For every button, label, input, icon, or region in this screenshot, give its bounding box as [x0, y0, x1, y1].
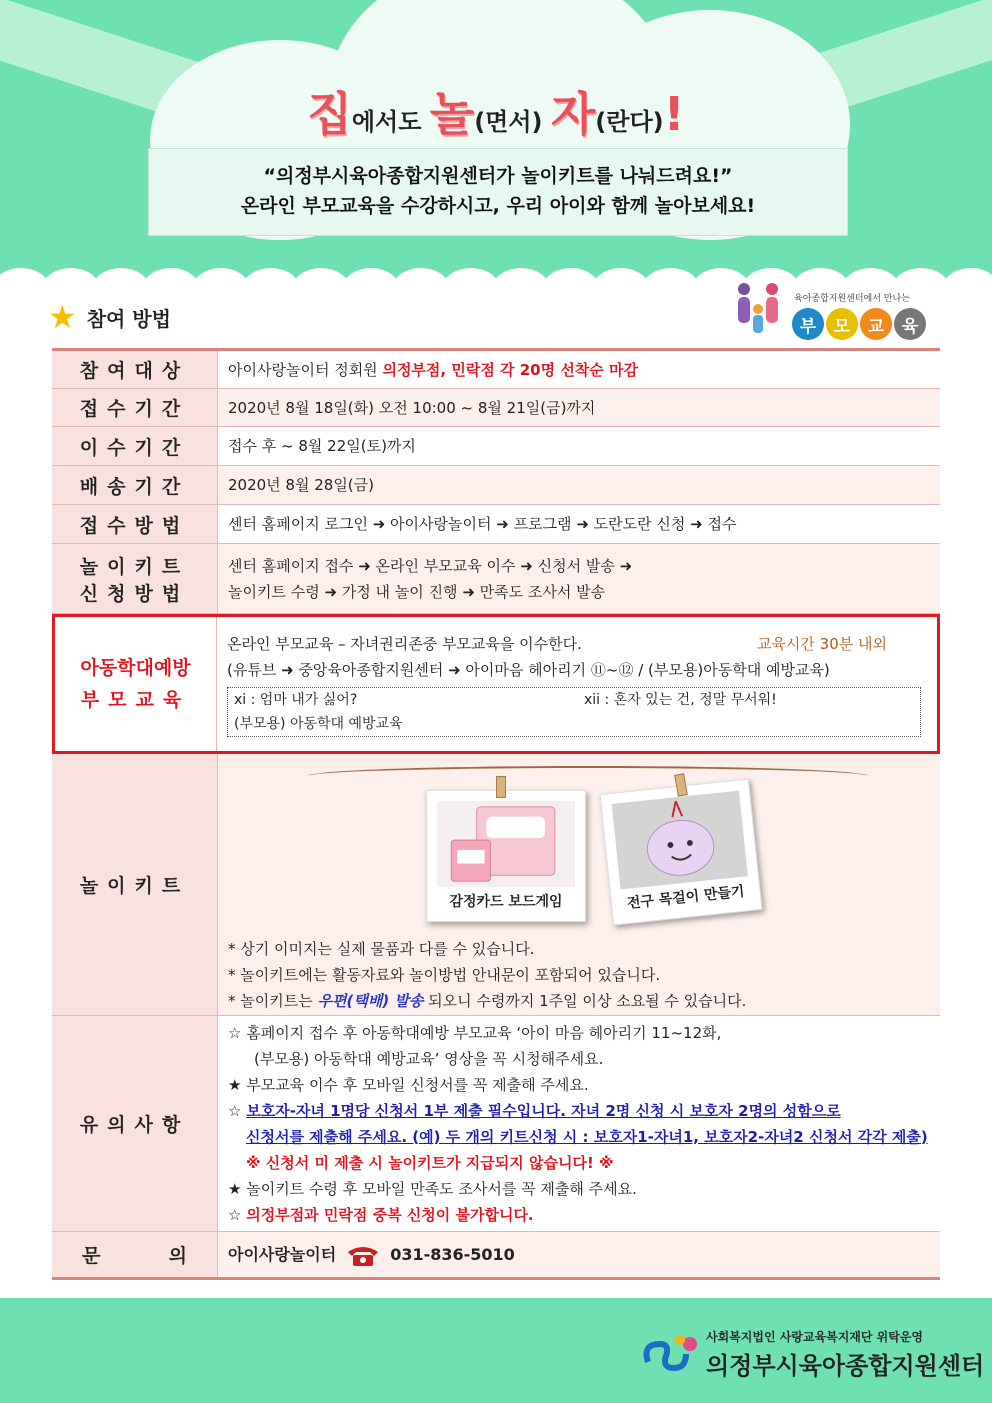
row-label: 배송기간 [52, 466, 218, 504]
subtitle-box [148, 148, 848, 236]
page-title: 집에서도 놀(면서) 자(란다)! [307, 87, 685, 141]
table-row [52, 351, 940, 389]
bulb-necklace-image [612, 791, 748, 890]
row-value: 접수 후 ~ 8월 22일(토)까지 [218, 427, 940, 465]
table-row [52, 1016, 940, 1232]
row-value: 감정카드 보드게임 전구 목걸이 만들기 * 상기 이미지는 실제 물품과 다를 수 있습니다. * 놀이키트에는 활동자료와 놀이방법 안내문이 포함되어 있습니다. * 놀이키트는 우편(택배) 발송 되오니 수령까지 1주일 이상 소요될 수 있습니다. [218, 754, 940, 1015]
row-value: 온라인 부모교육 – 자녀권리존중 부모교육을 이수한다. 교육시간 30분 내외 (유튜브 ➜ 중앙육아종합지원센터 ➜ 아이마음 헤아리기 ⑪~⑫ / (부모용)아동학대 예방교육) xi : 엄마 내가 싫어? xii : 혼자 있는 건, 정말 무서워! (부모용) 아동학대 예방교육 [217, 617, 937, 751]
row-value: 아이사랑놀이터 031-836-5010 [218, 1232, 940, 1277]
footer-operator: 사회복지법인 사랑교육복지재단 위탁운영 [706, 1330, 924, 1344]
logo-circles [792, 308, 926, 340]
kit-photos [228, 760, 930, 930]
kit-photo: 전구 목걸이 만들기 [600, 779, 763, 926]
row-label: 접수방법 [52, 505, 218, 543]
kit-photo: 감정카드 보드게임 [426, 790, 586, 922]
table-row [52, 466, 940, 505]
table-row [52, 754, 940, 1016]
row-value: 아이사랑놀이터 정회원 의정부점, 민락점 각 20명 선착순 마감 [218, 351, 940, 388]
subtitle-line: 온라인 부모교육을 수강하시고, 우리 아이와 함께 놀아보세요! [240, 195, 756, 217]
section-title: ★ 참여 방법 [48, 298, 171, 336]
logo-circle: 부 [792, 308, 824, 340]
row-label: 접수기간 [52, 389, 218, 426]
table-row [52, 505, 940, 544]
table-row-highlighted [52, 614, 940, 754]
logo-small-text: 육아종합지원센터에서 만나는 [794, 294, 910, 304]
table-row [52, 389, 940, 427]
star-icon: ★ [48, 298, 77, 336]
row-label: 놀이키트 신청방법 [52, 544, 218, 613]
row-value: ☆ 홈페이지 접수 후 아동학대예방 부모교육 ‘아이 마음 헤아리기 11~12화, (부모용) 아동학대 예방교육’ 영상을 꼭 시청해주세요. ★ 부모교육 이수 후 모바일 신청서를 꼭 제출해 주세요. ☆ 보호자-자녀 1명당 신청서 1부 제출 필수입니다. 자녀 2명 신청 시 보호자 2명의 성함으로 신청서를 제출해 주세요. (예) 두 개의 키트신청 시 : 보호자1-자녀1, 보호자2-자녀2 신청서 각각 제출) ※ 신청서 미 제출 시 놀이키트가 지급되지 않습니다! ※ ★ 놀이키트 수령 후 모바일 만족도 조사서를 꼭 제출해 주세요. ☆ 의정부점과 민락점 중복 신청이 불가합니다. [218, 1016, 940, 1231]
rope [308, 766, 868, 786]
table-row [52, 1232, 940, 1280]
row-value: 2020년 8월 18일(화) 오전 10:00 ~ 8월 21일(금)까지 [218, 389, 940, 426]
family-icon [732, 279, 788, 341]
phone-icon [344, 1242, 382, 1268]
logo-circle: 모 [826, 308, 858, 340]
row-value: 2020년 8월 28일(금) [218, 466, 940, 504]
table-row [52, 544, 940, 614]
row-label: 이수기간 [52, 427, 218, 465]
row-label: 문 의 [52, 1232, 218, 1277]
row-value: 센터 홈페이지 접수 ➜ 온라인 부모교육 이수 ➜ 신청서 발송 ➜ 놀이키트 수령 ➜ 가정 내 놀이 진행 ➜ 만족도 조사서 발송 [218, 544, 940, 613]
logo-circle: 교 [860, 308, 892, 340]
row-label: 참여대상 [52, 351, 218, 388]
row-label: 아동학대예방 부모교육 [55, 617, 217, 751]
parent-education-logo [732, 275, 942, 345]
row-label: 유의사항 [52, 1016, 218, 1231]
clothespin [496, 776, 506, 798]
subtitle-line: “의정부시육아종합지원센터가 놀이키트를 나눠드려요!” [263, 165, 733, 187]
row-label: 놀이키트 [52, 754, 218, 1015]
row-value: 센터 홈페이지 로그인 ➜ 아이사랑놀이터 ➜ 프로그램 ➜ 도란도란 신청 ➜ 접수 [218, 505, 940, 543]
video-list-box: xi : 엄마 내가 싫어? xii : 혼자 있는 건, 정말 무서워! (부모용) 아동학대 예방교육 [227, 687, 921, 737]
table-row [52, 427, 940, 466]
footer-center-name: 의정부시육아종합지원센터 [706, 1352, 985, 1380]
card-game-image [437, 801, 575, 887]
logo-circle: 육 [894, 308, 926, 340]
footer [0, 1298, 992, 1403]
info-table [52, 348, 940, 1280]
center-logo-icon [640, 1332, 702, 1378]
header-banner [0, 0, 992, 300]
